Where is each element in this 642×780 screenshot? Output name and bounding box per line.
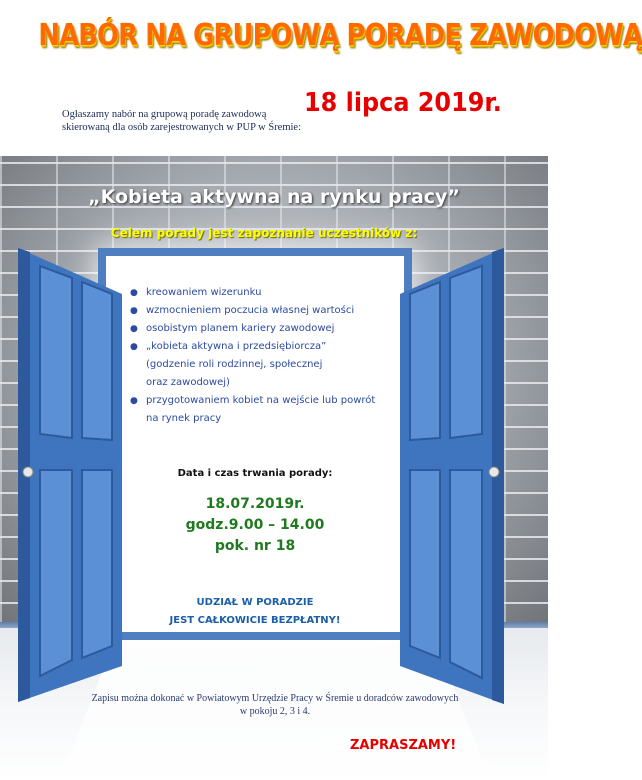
purpose-line: Celem porady jest zapoznanie uczestników z: xyxy=(110,226,418,240)
list-item xyxy=(128,302,398,320)
free-notice-line-1: UDZIAŁ W PORADZIE xyxy=(196,597,314,608)
schedule-details xyxy=(106,494,404,557)
list-item xyxy=(128,338,398,392)
bullet-icon: ● xyxy=(130,396,138,406)
schedule-hours: godz.9.00 – 14.00 xyxy=(185,517,325,533)
campaign-title: „Kobieta aktywna na rynku pracy” xyxy=(88,186,460,208)
schedule-date: 18.07.2019r. xyxy=(205,496,305,512)
list-item xyxy=(128,284,398,302)
topic-text-detail: na rynek pracy xyxy=(146,413,222,424)
bullet-icon: ● xyxy=(130,288,138,298)
event-date-headline: 18 lipca 2019r. xyxy=(304,88,502,118)
intro-line-1: Ogłaszamy nabór na grupową poradę zawodową xyxy=(62,109,267,120)
free-notice-line-2: JEST CAŁKOWICIE BEZPŁATNY! xyxy=(169,615,341,626)
topic-text: osobistym planem kariery zawodowej xyxy=(146,323,335,334)
list-item xyxy=(128,320,398,338)
intro-line-2: skierowaną dla osób zarejestrowanych w PUP w Śremie: xyxy=(62,122,302,133)
list-item xyxy=(128,392,398,428)
topics-list xyxy=(128,284,398,428)
topic-text: kreowaniem wizerunku xyxy=(146,287,262,298)
schedule-room: pok. nr 18 xyxy=(214,538,296,554)
bullet-icon: ● xyxy=(130,306,138,316)
topic-text: „kobieta aktywna i przedsiębiorcza” xyxy=(146,341,327,352)
topic-text-detail: (godzenie roli rodzinnej, społecznej xyxy=(146,359,323,370)
intro-text xyxy=(62,108,332,134)
topic-text: wzmocnieniem poczucia własnej wartości xyxy=(146,305,355,316)
door-scene xyxy=(0,156,548,780)
signup-info xyxy=(40,692,510,718)
headline: NABÓR NA GRUPOWĄ PORADĘ ZAWODOWĄ xyxy=(38,18,642,53)
bullet-icon: ● xyxy=(130,342,138,352)
topic-text-detail: oraz zawodowej) xyxy=(146,377,230,388)
topic-text: przygotowaniem kobiet na wejście lub powrót xyxy=(146,395,376,406)
bullet-icon: ● xyxy=(130,324,138,334)
signup-line-2: w pokoju 2, 3 i 4. xyxy=(239,706,311,717)
signup-line-1: Zapisu można dokonać w Powiatowym Urzędzie Pracy w Śremie u doradców zawodowych xyxy=(91,693,459,704)
invite-text: ZAPRASZAMY! xyxy=(350,738,457,753)
open-door-right-icon xyxy=(400,248,504,704)
free-participation-notice xyxy=(106,594,404,630)
schedule-label: Data i czas trwania porady: xyxy=(177,468,333,479)
